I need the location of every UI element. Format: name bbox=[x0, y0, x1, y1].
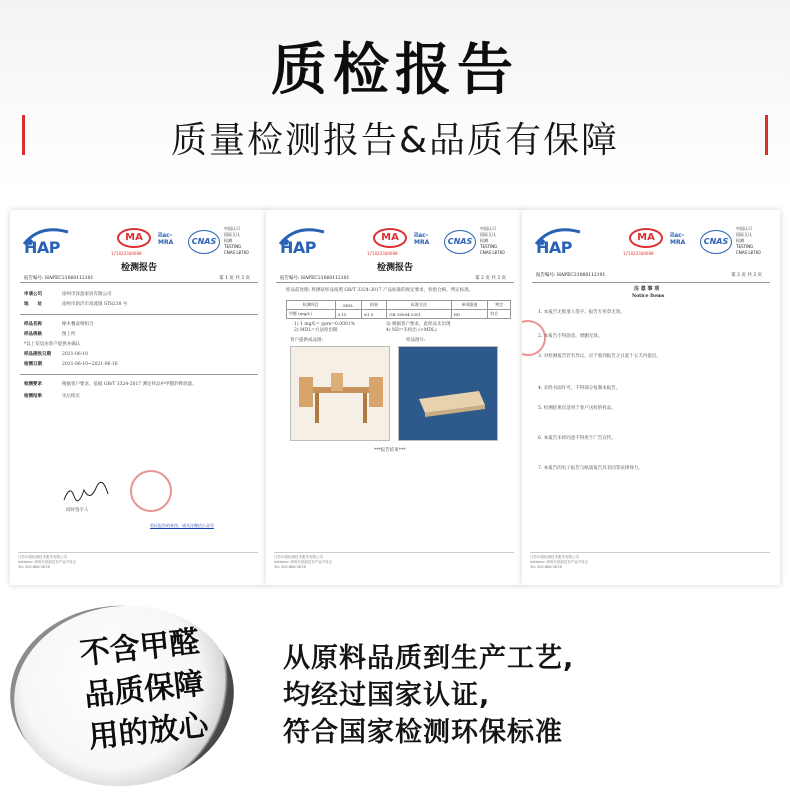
row-note: *以上信息由客户提供并确认 bbox=[24, 342, 81, 347]
row-label: 样品规格 bbox=[24, 332, 42, 337]
report-page-1 bbox=[10, 210, 268, 585]
report-number: 报告编号: HAPEC21060112101 bbox=[280, 276, 350, 281]
cnas-logo: CNAS bbox=[188, 230, 220, 254]
ma-logo: MA bbox=[373, 228, 407, 248]
product-photo bbox=[290, 346, 390, 441]
hap-logo-text: HAP bbox=[280, 238, 316, 257]
divider bbox=[532, 282, 770, 283]
report-end: ***报告结束*** bbox=[374, 448, 406, 453]
row-label: 检测日期 bbox=[24, 362, 42, 367]
cnas-logo: CNAS bbox=[444, 230, 476, 254]
row-value: 见后续页 bbox=[62, 394, 80, 399]
report-title: 检测报告 bbox=[120, 263, 157, 273]
table-head-cell: 标准方法 bbox=[387, 301, 451, 310]
divider bbox=[20, 282, 258, 283]
result-table bbox=[286, 300, 511, 319]
divider bbox=[20, 374, 258, 375]
table-header-row bbox=[287, 301, 511, 310]
dining-set-icon bbox=[291, 347, 391, 442]
ma-code: 171022340088 bbox=[623, 251, 654, 256]
report-number: 报告编号: HAPEC21060112101 bbox=[24, 276, 94, 281]
sample-photo bbox=[398, 346, 498, 441]
row-value: 徐州市泽盈家居有限公司 bbox=[62, 292, 112, 297]
test-intro: 样品前处理: 将测试样品按照 GB/T 3324-2017 产品标准的规定要求，检验合格，判定标准。 bbox=[286, 288, 474, 293]
signatory-label: 同时签字人 bbox=[66, 508, 89, 513]
note: 3) 根据客户要求，此样品未出现 bbox=[386, 322, 451, 327]
table-row bbox=[287, 310, 511, 319]
wood-sample-icon bbox=[399, 347, 499, 442]
hap-logo-text: HAP bbox=[536, 238, 572, 257]
stamp-icon bbox=[130, 470, 172, 512]
table-cell: 甲醛 (mg/L) bbox=[287, 310, 336, 319]
ilac-logo: ilac-MRA bbox=[158, 232, 174, 246]
note: 1) 1 mg/L= ppm=0.0001% bbox=[294, 322, 356, 327]
note: 4) ND=未检出 (<MDL) bbox=[386, 328, 437, 333]
signature-icon bbox=[60, 480, 140, 506]
notice-item: 1. 本报告无批准人签字、报告专用章无效。 bbox=[538, 310, 625, 315]
footer-divider bbox=[530, 552, 770, 553]
photo-label: 样品图片: bbox=[406, 338, 426, 343]
badge-line: 用的放心 bbox=[87, 707, 211, 756]
ilac-logo: ilac-MRA bbox=[670, 232, 686, 246]
table-head-cell: 单项限值 bbox=[451, 301, 488, 310]
row-value: 徐州市新沂市高流镇 ST8218 号 bbox=[62, 302, 128, 307]
page-footer: 江苏环境检测技术服务有限公司 Address: 徐州市高新技术产业开发区 Tel: 400-668-5678 bbox=[530, 555, 589, 569]
row-label: 检测结果 bbox=[24, 394, 42, 399]
notice-item: 6. 本报告未经同意不得用于广告宣传。 bbox=[538, 436, 616, 441]
note: 2) MDL=方法检出限 bbox=[294, 328, 338, 333]
cnas-tag: 中国认可 国际互认 检测 TESTING CNAS L8760 bbox=[480, 226, 505, 255]
report-page-2 bbox=[266, 210, 524, 585]
report-page-3 bbox=[522, 210, 780, 585]
notice-item: 7. 本报告的电子报告与纸质报告具有同等法律效力。 bbox=[538, 466, 643, 471]
quality-claims bbox=[283, 640, 574, 751]
footer-divider bbox=[274, 552, 514, 553]
claim-line: 均经过国家认证, bbox=[283, 680, 491, 711]
ma-code: 171022340088 bbox=[111, 251, 142, 256]
ilac-logo: ilac-MRA bbox=[414, 232, 430, 246]
cnas-logo: CNAS bbox=[700, 230, 732, 254]
notice-title: 注 意 事 项 bbox=[634, 286, 660, 292]
table-cell: GB 18584-2001 bbox=[387, 310, 451, 319]
notice-item: 4. 未经书面许可，不得部分复制本报告。 bbox=[538, 386, 621, 391]
page-title: 质检报告 bbox=[271, 38, 519, 103]
row-label: 样品接收日期 bbox=[24, 352, 51, 357]
verify-link[interactable]: 验证报告的真伪，请关注微信公众号 bbox=[150, 523, 214, 528]
report-title: 检测报告 bbox=[376, 263, 413, 273]
badge-line: 不含甲醛 bbox=[78, 624, 202, 672]
row-label: 样品名称 bbox=[24, 322, 42, 327]
ma-logo: MA bbox=[117, 228, 151, 248]
claim-line: 从原料品质到生产工艺, bbox=[283, 643, 575, 674]
page-footer: 江苏环境检测技术服务有限公司 Address: 徐州市高新技术产业开发区 Tel: 400-668-5678 bbox=[274, 555, 333, 569]
claim-line: 符合国家检测环保标准 bbox=[283, 717, 563, 748]
notice-item: 5. 检测结果仅适用于客户送检的样品。 bbox=[538, 406, 616, 411]
row-label: 检测要求 bbox=[24, 382, 42, 387]
notice-subtitle: Notice Items bbox=[632, 294, 665, 299]
table-cell: 0.15 bbox=[335, 310, 361, 319]
page-footer: 江苏环境检测技术服务有限公司 Address: 徐州市高新技术产业开发区 Tel: 400-668-5678 bbox=[18, 555, 77, 569]
row-label: 申请公司 bbox=[24, 292, 42, 297]
table-head-cell: 判定 bbox=[488, 301, 511, 310]
page-subtitle: 质量检测报告&品质有保障 bbox=[170, 120, 620, 161]
footer-divider bbox=[18, 552, 258, 553]
table-head-cell: 检测项目 bbox=[287, 301, 336, 310]
row-value: 图上所 bbox=[62, 332, 76, 337]
divider bbox=[20, 314, 258, 315]
stamp-icon bbox=[522, 320, 546, 356]
notice-item: 3. 对检测报告若有异议，应于收到报告之日起十五天内提出。 bbox=[538, 354, 661, 359]
table-cell: ≤1.5 bbox=[361, 310, 387, 319]
report-title: 报告编号: HAPEC21060112101 bbox=[536, 273, 606, 278]
table-cell: ND bbox=[451, 310, 488, 319]
page-number: 第 1 页 共 3 页 bbox=[219, 276, 250, 281]
page-number: 第 2 页 共 3 页 bbox=[475, 276, 506, 281]
badge-line: 品质保障 bbox=[82, 666, 206, 714]
row-value: 2021-06-10~2021-06-16 bbox=[62, 362, 118, 367]
table-head-cell: MDL bbox=[335, 301, 361, 310]
cnas-tag: 中国认可 国际互认 检测 TESTING CNAS L8760 bbox=[736, 226, 761, 255]
notice-item: 2. 本报告不得涂改，增删无效。 bbox=[538, 334, 603, 339]
table-cell: 符合 bbox=[488, 310, 511, 319]
ma-logo: MA bbox=[629, 228, 663, 248]
photo-label: 客户提供成品图: bbox=[290, 338, 324, 343]
cnas-tag: 中国认可 国际互认 检测 TESTING CNAS L8760 bbox=[224, 226, 249, 255]
badge-text bbox=[78, 617, 250, 759]
hap-logo-text: HAP bbox=[24, 238, 60, 257]
row-label: 地 址 bbox=[24, 302, 42, 307]
ma-code: 171022340088 bbox=[367, 251, 398, 256]
table-head-cell: 结果 bbox=[361, 301, 387, 310]
row-value: 2021-06-10 bbox=[62, 352, 88, 357]
divider bbox=[276, 282, 514, 283]
row-value: 榉木餐桌椅组合 bbox=[62, 322, 94, 327]
row-value: 根据客户要求，依据 GB/T 3324-2017 测定样品中甲醛的释放量。 bbox=[62, 382, 197, 387]
page-number: 第 3 页 共 3 页 bbox=[731, 273, 762, 278]
